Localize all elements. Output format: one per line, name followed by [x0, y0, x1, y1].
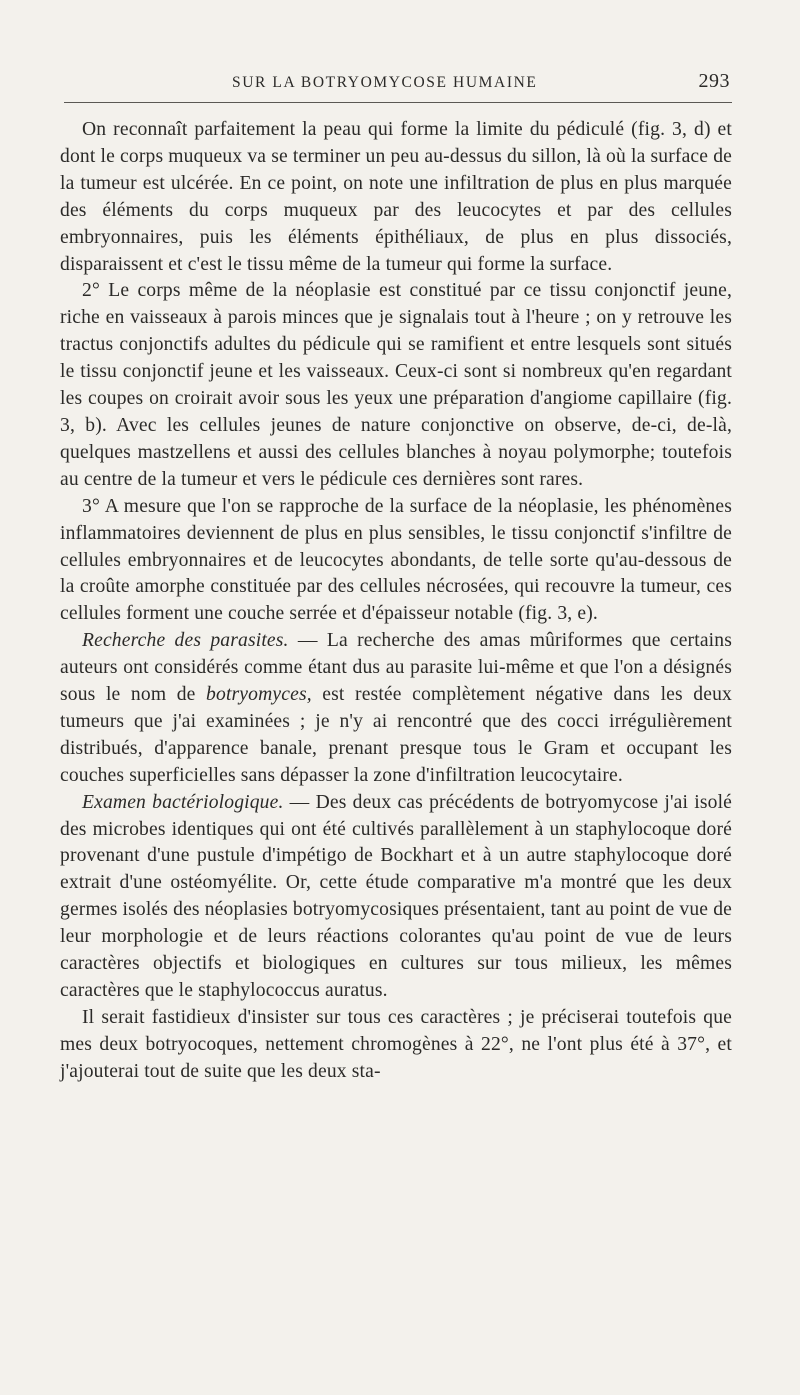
section-lead-parasites: Recherche des parasites.	[82, 630, 289, 652]
running-head	[60, 70, 732, 98]
running-title: SUR LA BOTRYOMYCOSE HUMAINE	[232, 74, 538, 91]
body-text	[60, 117, 732, 1086]
paragraph-skin: On reconnaît parfaitement la peau qui forme la limite du pédiculé (fig. 3, d) et dont le corps muqueux va se terminer un peu au-dessus du sillon, là où la surface de la tumeur est ulcérée. En ce point, on note une infiltration de plus en plus marquée des éléments du corps muqueux par des leucocytes et par des cellules embryonnaires, puis les éléments épithéliaux, de plus en plus dissociés, disparaissent et c'est le tissu même de la tumeur qui forme la surface.	[60, 119, 732, 275]
paragraph-parasites	[60, 628, 732, 789]
paragraph-neoplasia-body: 2° Le corps même de la néoplasie est constitué par ce tissu conjonctif jeune, riche en vaisseaux à parois minces que je signalais tout à l'heure ; on y retrouve les tractus conjonctifs adultes du pédicule qui se ramifient et entre lesquels sont situés le tissu conjonctif jeune et les vaisseaux. Ceux-ci sont si nombreux qu'en regardant les coupes on croirait avoir sous les yeux une préparation d'angiome capillaire (fig. 3, b). Avec les cellules jeunes de nature conjonctive on observe, de-ci, de-là, quelques mastzellens et aussi des cellules blanches à noyau polymorphe; toutefois au centre de la tumeur et vers le pédicule ces dernières sont rares.	[60, 280, 732, 490]
page-number: 293	[698, 70, 730, 92]
paragraph-bacteriology	[60, 790, 732, 1005]
paragraph-bacteriology-text: — Des deux cas précédents de botryomycose j'ai isolé des microbes identiques qui ont été cultivés parallèlement à un staphylocoque doré provenant d'une pustule d'impétigo de Bockhart et à un autre staphylocoque doré extrait d'une ostéomyélite. Or, cette étude comparative m'a montré que les deux germes isolés des néoplasies botryomycosiques présentaient, tant au point de vue de leur morphologie et de leurs réactions colorantes qu'au point de vue de leurs caractères objectifs et biologiques en cultures sur tous milieux, les mêmes caractères que le staphylococcus auratus.	[60, 791, 733, 1001]
paragraph-surface: 3° A mesure que l'on se rapproche de la surface de la néoplasie, les phénomènes inflammatoires deviennent de plus en plus sensibles, le tissu conjonctif s'infiltre de cellules embryonnaires et de leucocytes abondants, de telle sorte qu'au-dessous de la croûte amorphe constituée par des cellules nécrosées, qui recouvre la tumeur, ces cellules forment une couche serrée et d'épaisseur notable (fig. 3, e).	[60, 495, 732, 625]
header-rule	[64, 102, 732, 103]
paragraph-parasites-text: — La recherche des amas mûriformes que certains auteurs ont considérés comme étant dus au parasite lui-même et que l'on a désignés sous le nom de	[60, 630, 732, 706]
paragraph-parasites-rest: est restée complètement négative dans les deux tumeurs que j'ai examinées ; je n'y ai rencontré que des cocci irrégulièrement distribués, d'apparence banale, prenant presque tous le Gram et occupant les couches superficielles sans dépasser la zone d'infiltration leucocytaire.	[60, 684, 732, 786]
term-botryomyces: botryomyces,	[206, 684, 312, 706]
paragraph-characters: Il serait fastidieux d'insister sur tous ces caractères ; je préciserai toutefois que mes deux botryocoques, nettement chromogènes à 22°, ne l'ont plus été à 37°, et j'ajouterai tout de suite que les deux sta-	[60, 1006, 732, 1082]
section-lead-bacteriology: Examen bactériologique.	[82, 791, 284, 813]
